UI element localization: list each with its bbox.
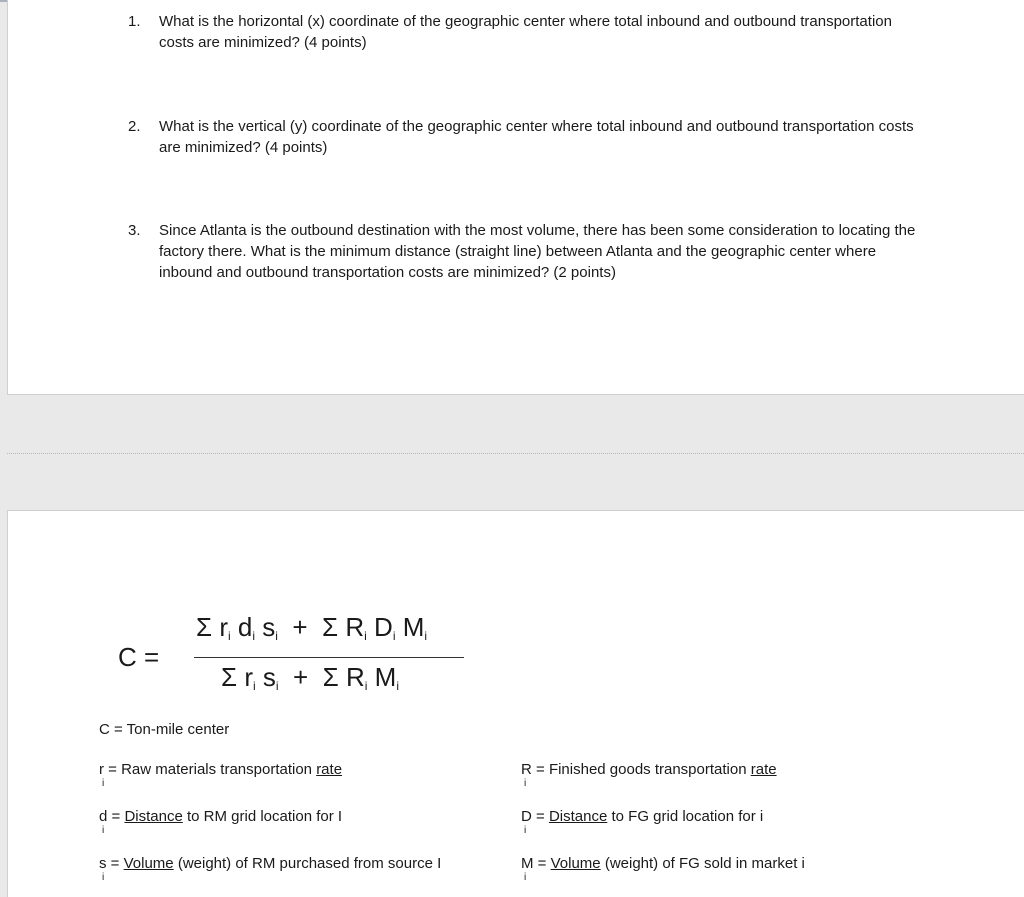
question-number: 1.	[128, 13, 141, 30]
fraction-bar	[194, 657, 464, 658]
section-divider	[7, 453, 1024, 454]
formula-lhs: C =	[118, 642, 160, 672]
rate-link[interactable]: rate	[750, 761, 777, 778]
rate-link[interactable]: rate	[316, 761, 343, 778]
definition-M: M i = Volume (weight) of FG sold in market i	[521, 855, 805, 883]
definition-s: s i = Volume (weight) of RM purchased from source I	[99, 855, 442, 883]
question-text: Since Atlanta is the outbound destination with the most volume, there has been some consideration to locating the factory there. What is the minimum distance (straight line) between Atlanta and the geographic center where inbound and outbound transportation costs are minimized? (2 points)	[159, 222, 916, 281]
definition-d: d i = Distance to RM grid location for I	[99, 808, 343, 836]
distance-link[interactable]: Distance	[124, 808, 183, 825]
formula-numerator: Σ $r_i$ $d_i$ $s_i + \Sigma$ $R_i$ $D_i$ $M_i$	[196, 612, 428, 643]
question-number: 2.	[128, 118, 141, 135]
formula-denominator: Σ $r_i$ $s_i + \Sigma$ $R_i$ $M_i$	[221, 662, 399, 693]
definition-D: D i = Distance to FG grid location for i	[521, 808, 764, 836]
volume-link[interactable]: Volume	[550, 855, 601, 872]
question-text: What is the vertical (y) coordinate of the geographic center where total inbound and outbound transportation costs are minimized? (4 points)	[159, 118, 914, 156]
questions-panel	[7, 0, 1024, 395]
definition-c: C = Ton-mile center	[99, 721, 230, 738]
definition-r: r i = Raw materials transportation rate	[99, 761, 343, 789]
definition-R: R i = Finished goods transportation rate	[521, 761, 777, 789]
volume-link[interactable]: Volume	[123, 855, 174, 872]
question-text: What is the horizontal (x) coordinate of the geographic center where total inbound and outbound transportation costs are minimized? (4 points)	[159, 13, 892, 51]
question-number: 3.	[128, 222, 141, 239]
ton-mile-formula	[118, 612, 488, 712]
distance-link[interactable]: Distance	[548, 808, 608, 825]
